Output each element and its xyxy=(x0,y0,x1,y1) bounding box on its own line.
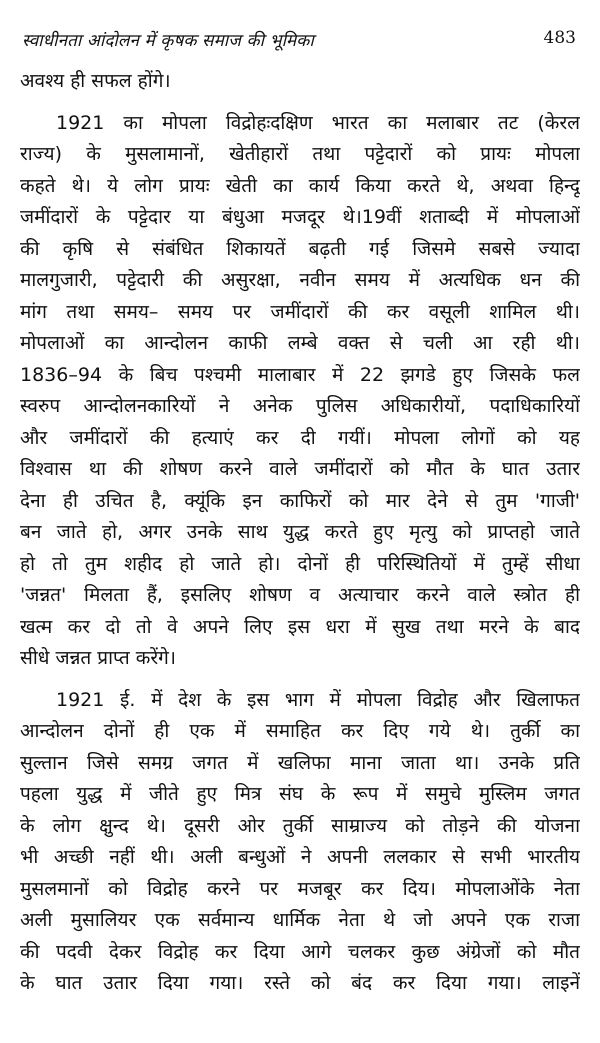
text-line: 1921 का मोपला विद्रोहःदक्षिण भारत का मलाबार तट (केरल xyxy=(56,111,580,134)
text-line: देना ही उचित है, क्यूंकि इन काफिरों को मार देने से तुम 'गाजी' xyxy=(20,489,580,512)
text-line: भी अच्छी नहीं थी। अली बन्धुओं ने अपनी ललकार से सभी भारतीय xyxy=(20,846,580,868)
text-line: विश्वास था की शोषण करने वाले जमींदारों को मौत के घात उतार xyxy=(20,458,580,480)
text-line: के घात उतार दिया गया। रस्ते को बंद कर दिया गया। लाइनें xyxy=(20,972,580,994)
text-line: के लोग क्षुन्द थे। दूसरी ओर तुर्की साम्राज्य को तोड़ने की योजना xyxy=(20,814,580,837)
page-number: 483 xyxy=(543,28,576,48)
text-line: अवश्य ही सफल होंगे। xyxy=(20,70,171,92)
text-line: पहला युद्ध में जीते हुए मित्र संघ के रूप में समुचे मुस्लिम जगत xyxy=(20,783,580,805)
page-header xyxy=(20,28,580,58)
text-line: राज्य) के मुसलामानों, खेतीहारों तथा पट्टेदारों को प्रायः मोपला xyxy=(20,143,580,165)
body-text xyxy=(20,66,580,1000)
text-line: मुसलमानों को विद्रोह करने पर मजबूर कर दिय। मोपलाओंके नेता xyxy=(20,877,580,900)
text-line: मांग तथा समय– समय पर जमींदारों की कर वसूली शामिल थी। xyxy=(20,300,580,323)
text-line: कहते थे। ये लोग प्रायः खेती का कार्य किया करते थे, अथवा हिन्दू xyxy=(20,174,580,197)
text-line: 'जन्नत' मिलता हैं, इसलिए शोषण व अत्याचार करने वाले स्त्रोत ही xyxy=(20,584,580,606)
text-line: जमींदारों के पट्टेदार या बंधुआ मजदूर थे।19वीं शताब्दी में मोपलाओं xyxy=(20,206,580,228)
text-line: सुल्तान जिसे समग्र जगत में खलिफा माना जाता था। उनके प्रति xyxy=(20,751,580,774)
text-line: आन्दोलन दोनों ही एक में समाहित कर दिए गये थे। तुर्की का xyxy=(20,720,580,742)
text-line: खत्म कर दो तो वे अपने लिए इस धरा में सुख तथा मरने के बाद xyxy=(20,615,580,638)
paragraph-khilafat xyxy=(20,685,580,1000)
text-line: 1836–94 के बिच पश्चमी मालाबार में 22 झगडे हुए जिसके फल xyxy=(20,363,580,386)
text-line: मोपलाओं का आन्दोलन काफी लम्बे वक्त से चली आ रही थी। xyxy=(20,332,580,354)
text-line: 1921 ई. में देश के इस भाग में मोपला विद्रोह और खिलाफत xyxy=(56,688,580,711)
paragraph-moplah-revolt xyxy=(20,108,580,675)
text-line: और जमींदारों की हत्याएं कर दी गयीं। मोपला लोगों को यह xyxy=(20,426,580,449)
text-line: की कृषि से संबंधित शिकायतें बढ़ती गई जिसमे सबसे ज्यादा xyxy=(20,237,580,260)
text-line: बन जाते हो, अगर उनके साथ युद्ध करते हुए मृत्यु को प्राप्तहो जाते xyxy=(20,521,580,543)
text-line: की पदवी देकर विद्रोह कर दिया आगे चलकर कुछ अंग्रेजों को मौत xyxy=(20,940,580,963)
running-title: स्वाधीनता आंदोलन में कृषक समाज की भूमिका xyxy=(22,31,314,51)
text-line: सीधे जन्नत प्राप्त करेंगे। xyxy=(20,647,177,669)
paragraph-continuation xyxy=(20,66,580,98)
text-line: अली मुसालियर एक सर्वमान्य धार्मिक नेता थे जो अपने एक राजा xyxy=(20,909,580,931)
text-line: मालगुजारी, पट्टेदारी की असुरक्षा, नवीन समय में अत्यधिक धन की xyxy=(20,269,580,291)
text-line: हो तो तुम शहीद हो जाते हो। दोनों ही परिस्थितियों में तुम्हें सीधा xyxy=(20,552,580,575)
text-line: स्वरुप आन्दोलनकारियों ने अनेक पुलिस अधिकारीयों, पदाधिकारियों xyxy=(20,395,580,417)
